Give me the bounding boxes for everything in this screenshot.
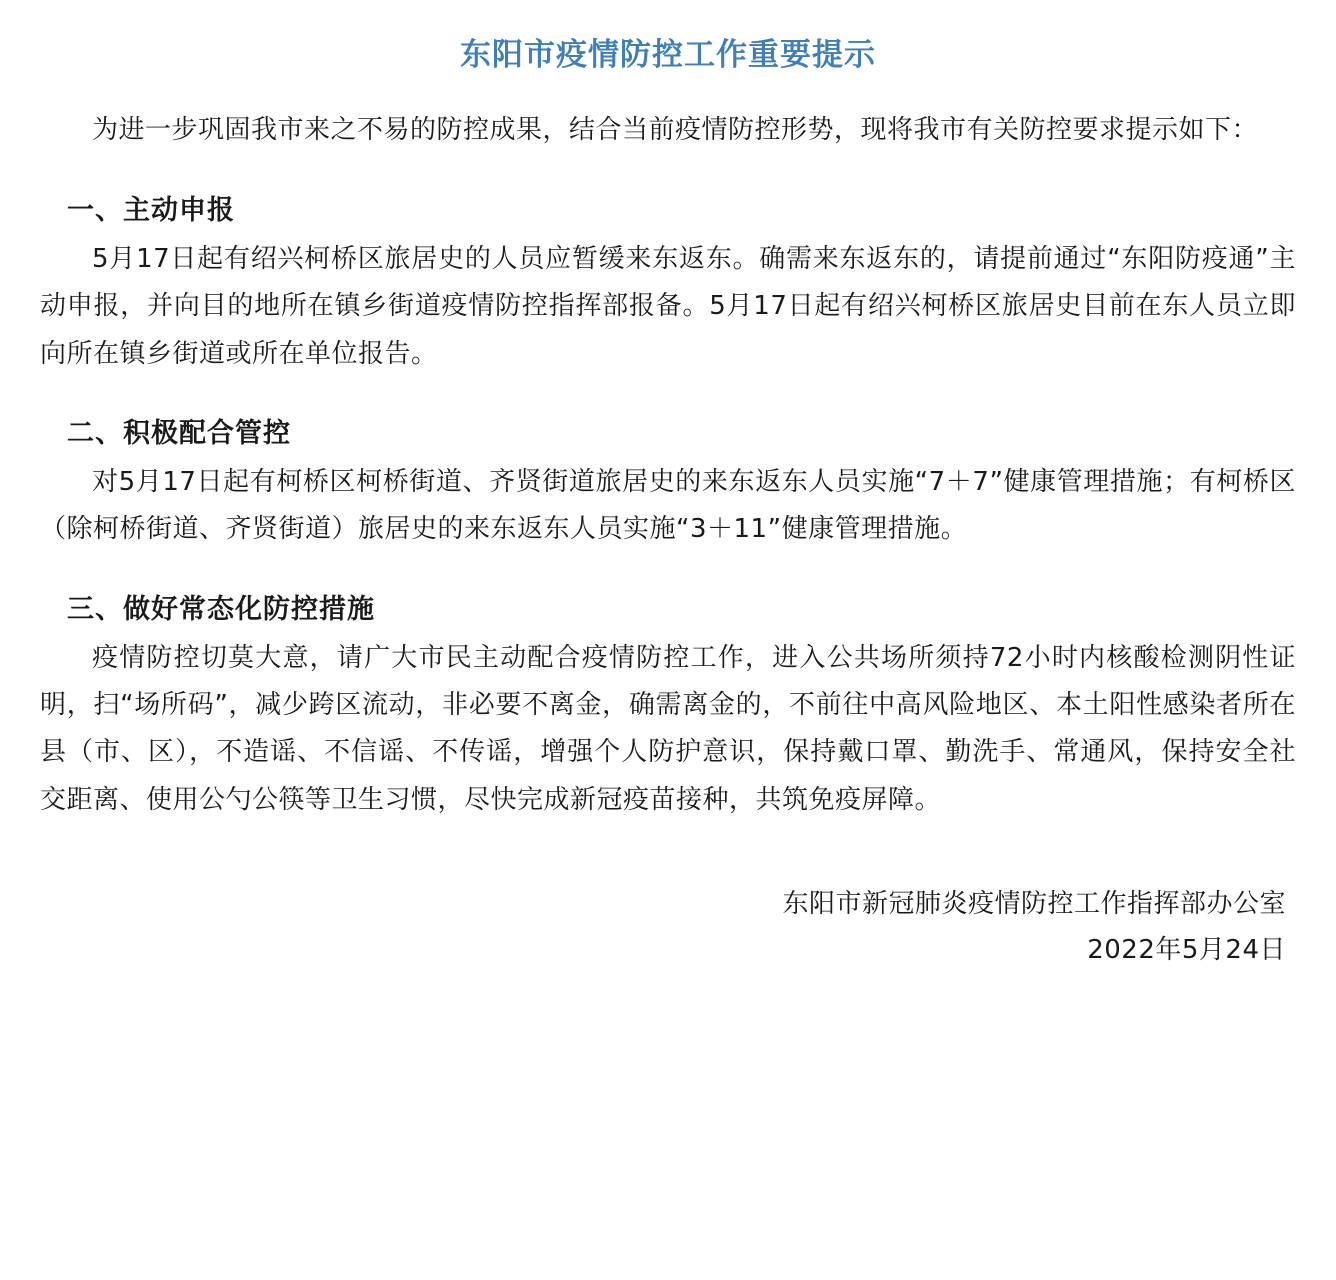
section-2 [40, 412, 1296, 554]
section-1-body: 5月17日起有绍兴柯桥区旅居史的人员应暂缓来东返东。确需来东返东的，请提前通过“东阳防疫通”主动申报，并向目的地所在镇乡街道疫情防控指挥部报备。5月17日起有绍兴柯桥区旅居史目前在东人员立即向所在镇乡街道或所在单位报告。 [40, 243, 1296, 369]
section-1 [40, 189, 1296, 378]
section-3-heading: 三、做好常态化防控措施 [67, 593, 375, 625]
section-3-body: 疫情防控切莫大意，请广大市民主动配合疫情防控工作，进入公共场所须持72小时内核酸检测阴性证明，扫“场所码”，减少跨区流动，非必要不离金，确需离金的，不前往中高风险地区、本土阳性感染者所在县（市、区），不造谣、不信谣、不传谣，增强个人防护意识，保持戴口罩、勤洗手、常通风，保持安全社交距离、使用公勺公筷等卫生习惯，尽快完成新冠疫苗接种，共筑免疫屏障。 [40, 642, 1296, 815]
signature-organization: 东阳市新冠肺炎疫情防控工作指挥部办公室 [782, 889, 1286, 920]
page-title: 东阳市疫情防控工作重要提示 [460, 37, 876, 73]
section-2-body: 对5月17日起有柯桥区柯桥街道、齐贤街道旅居史的来东返东人员实施“7＋7”健康管理措施；有柯桥区（除柯桥街道、齐贤街道）旅居史的来东返东人员实施“3＋11”健康管理措施。 [40, 467, 1296, 545]
section-3 [40, 588, 1296, 824]
signature-date: 2022年5月24日 [1087, 934, 1286, 965]
signature-block [40, 882, 1296, 973]
section-2-heading: 二、积极配合管控 [67, 417, 291, 449]
section-1-heading: 一、主动申报 [67, 194, 235, 226]
intro-paragraph: 为进一步巩固我市来之不易的防控成果，结合当前疫情防控形势，现将我市有关防控要求提示如下： [92, 115, 1259, 146]
